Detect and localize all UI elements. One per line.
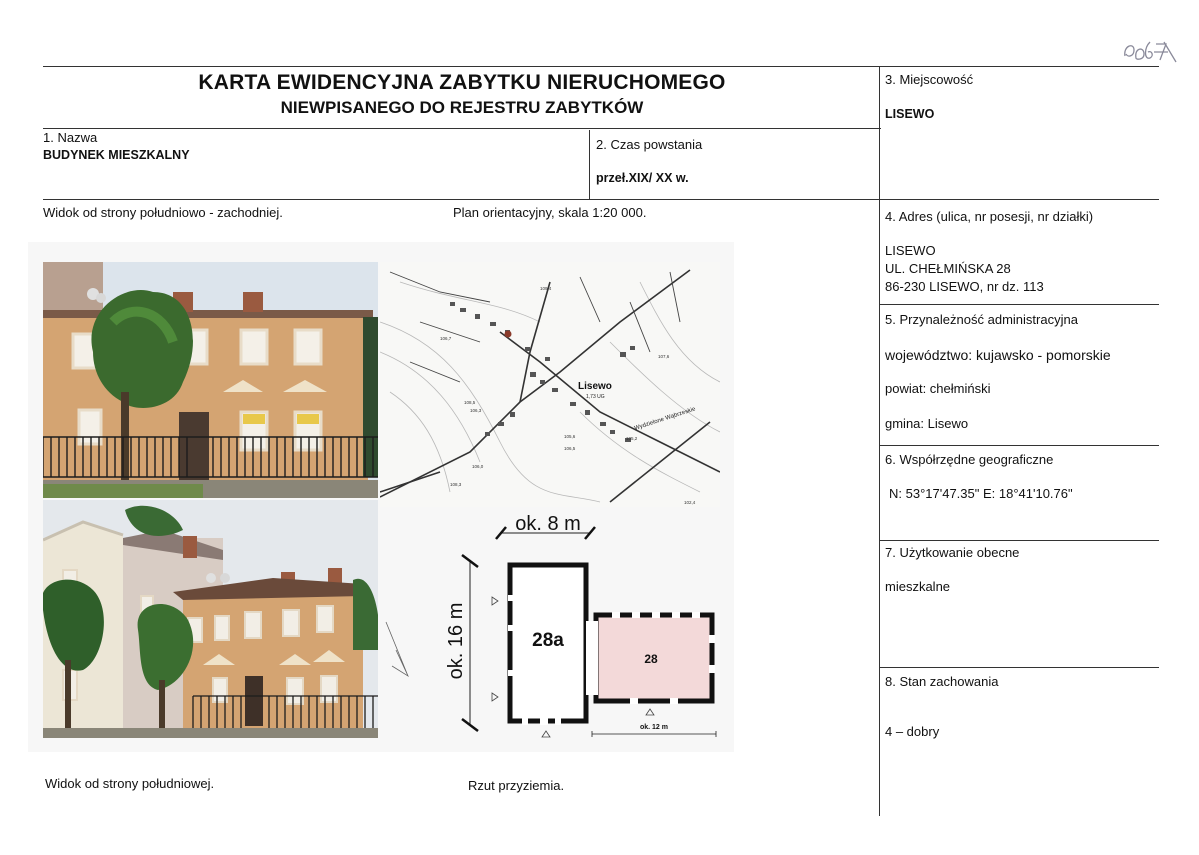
map-elevation: 105,2 xyxy=(626,436,638,441)
map-elevation: 106,3 xyxy=(470,408,482,413)
map-elevation: 106,0 xyxy=(472,464,484,469)
use-value: mieszkalne xyxy=(885,579,951,594)
address-line-1: LISEWO xyxy=(885,243,936,258)
plan-extension-label: ok. 12 m xyxy=(639,724,669,731)
place-label: 3. Miejscowość xyxy=(885,72,974,87)
time-field-divider xyxy=(589,130,590,199)
time-label: 2. Czas powstania xyxy=(596,137,703,152)
map-elevation: 109,4 xyxy=(540,286,552,291)
geo-label: 6. Współrzędne geograficzne xyxy=(885,452,1054,467)
photo-southwest-view xyxy=(43,262,378,498)
time-value: przeł.XIX/ XX w. xyxy=(596,171,689,185)
caption-ground-plan: Rzut przyziemia. xyxy=(468,778,565,793)
geo-value: N: 53°17'47.35" E: 18°41'10.76" xyxy=(889,486,1073,501)
map-elevation: 106,7 xyxy=(440,336,452,341)
admin-voivodeship: województwo: kujawsko - pomorskie xyxy=(885,347,1111,363)
map-road-label: Wydzielone Wąbrzeskie xyxy=(633,406,697,432)
fields-bottom-rule xyxy=(43,199,1159,200)
name-value: BUDYNEK MIESZKALNY xyxy=(43,148,190,162)
card-title: KARTA EWIDENCYJNA ZABYTKU NIERUCHOMEGO xyxy=(198,71,726,94)
map-elevation: 108,5 xyxy=(464,400,476,405)
north-arrow-sketch xyxy=(382,620,412,685)
map-elevation: 102,4 xyxy=(684,500,696,505)
rule-after-admin xyxy=(879,445,1159,446)
admin-commune: gmina: Lisewo xyxy=(885,416,969,431)
ground-plan-drawing xyxy=(440,505,730,750)
handwritten-inventory-number xyxy=(1120,34,1180,73)
address-line-3: 86-230 LISEWO, nr dz. 113 xyxy=(885,279,1044,294)
map-elevation: 108,3 xyxy=(450,482,462,487)
rule-after-geo xyxy=(879,540,1159,541)
orientation-map xyxy=(380,262,720,507)
top-rule xyxy=(43,66,1159,67)
title-bottom-rule xyxy=(43,128,881,129)
plan-length-label: ok. 16 m xyxy=(445,602,467,680)
rule-after-use xyxy=(879,667,1159,668)
card-subtitle: NIEWPISANEGO DO REJESTRU ZABYTKÓW xyxy=(280,98,644,117)
plan-unit-28: 28 xyxy=(644,652,658,666)
caption-view-southwest: Widok od strony południowo - zachodniej. xyxy=(43,205,283,220)
map-elevation: 107,6 xyxy=(658,354,670,359)
rule-after-address xyxy=(879,304,1159,305)
place-value: LISEWO xyxy=(885,107,935,121)
photo-south-view xyxy=(43,500,378,738)
plan-width-label: ok. 8 m xyxy=(515,513,581,535)
map-elevation: 106,5 xyxy=(564,446,576,451)
name-label: 1. Nazwa xyxy=(43,130,98,145)
map-area-label: 1,73 UG xyxy=(586,394,605,400)
caption-map-plan: Plan orientacyjny, skala 1:20 000. xyxy=(453,205,647,220)
right-column-divider xyxy=(879,66,880,816)
caption-view-south: Widok od strony południowej. xyxy=(45,776,215,791)
address-line-2: UL. CHEŁMIŃSKA 28 xyxy=(885,261,1011,276)
use-label: 7. Użytkowanie obecne xyxy=(885,545,1020,560)
plan-unit-28a: 28a xyxy=(532,630,564,651)
condition-label: 8. Stan zachowania xyxy=(885,674,999,689)
map-town-label: Lisewo xyxy=(578,381,612,392)
map-elevation: 105,6 xyxy=(564,434,576,439)
admin-label: 5. Przynależność administracyjna xyxy=(885,312,1078,327)
address-label: 4. Adres (ulica, nr posesji, nr działki) xyxy=(885,209,1094,224)
admin-county: powiat: chełmiński xyxy=(885,381,991,396)
condition-value: 4 – dobry xyxy=(885,724,940,739)
